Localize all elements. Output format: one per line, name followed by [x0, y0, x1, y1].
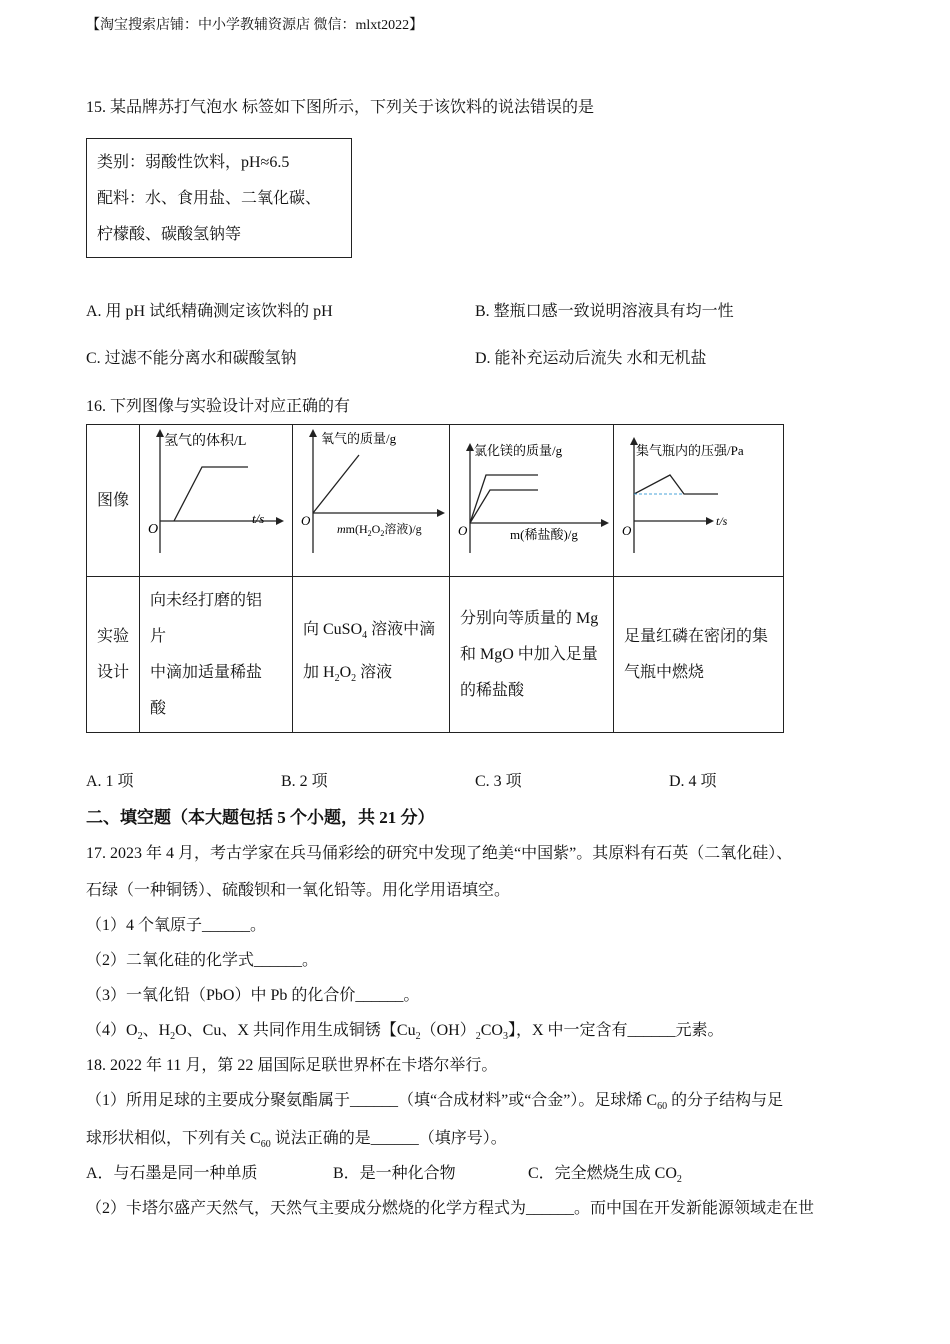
q18-line-1: 18. 2022 年 11 月，第 22 届国际足联世界杯在卡塔尔举行。 [86, 1057, 498, 1074]
q18-sub-1-line-1: （1）所用足球的主要成分聚氨酯属于______（填“合成材料”或“合金”）。足球烯 $C_{60}$ 的分子结构与足 [86, 1092, 784, 1113]
g4-ylabel: 集气瓶内的压强/Pa [636, 443, 744, 458]
graph-1-cell [140, 425, 293, 577]
design-2: 向 CuSO$_4$ 溶液中滴 加 $H_2O_2$ 溶液 [293, 577, 450, 733]
g2-ylabel: 氧气的质量/g [321, 431, 397, 446]
q17-sub-3: （3）一氧化铅（PbO）中 Pb 的化合价______。 [86, 987, 420, 1004]
graph-2-cell [293, 425, 450, 577]
q15-stem: 15. 某品牌苏打气泡水 标签如下图所示，下列关于该饮料的说法错误的是 [86, 99, 595, 116]
row-header-graph: 图像 [87, 425, 140, 577]
label-line-2: 配料：水、食用盐、二氧化碳、 [97, 190, 322, 207]
g1-origin: O [148, 522, 159, 537]
q18-sub-1-line-2: 球形状相似，下列有关 $C_{60}$ 说法正确的是______（填序号）。 [86, 1130, 507, 1151]
label-line-1: 类别：弱酸性饮料，pH≈6.5 [97, 154, 290, 171]
q17-line-1: 17. 2023 年 4 月，考古学家在兵马俑彩绘的研究中发现了绝美“中国紫”。其原料有石英（二氧化硅）、 [86, 845, 793, 862]
q18-sub-2: （2）卡塔尔盛产天然气，天然气主要成分燃烧的化学方程式为______。而中国在开发新能源领域走在世 [86, 1200, 815, 1217]
design-1: 向未经打磨的铝 片 中滴加适量稀盐 酸 [140, 577, 293, 733]
q18-option-b: B．是一种化合物 [333, 1165, 456, 1182]
q16-option-d: D. 4 项 [669, 773, 717, 790]
row-header-design: 实验 设计 [87, 577, 140, 733]
graph-3 [450, 425, 613, 571]
design-3: 分别向等质量的 Mg 和 MgO 中加入足量 的稀盐酸 [450, 577, 614, 733]
graph-4-cell [614, 425, 784, 577]
q16-option-c: C. 3 项 [475, 773, 522, 790]
g2-xlabel: $mm(H_2O_2$溶液)/g [337, 522, 422, 538]
q17-sub-4: $(4)O_2$、$H_2O$、Cu、X 共同作用生成铜锈【$Cu_2(OH)_2CO_3$】，X 中一定含有______元素。 [86, 1022, 724, 1043]
q17-line-2: 石绿（一种铜锈）、硫酸钡和一氧化铅等。用化学用语填空。 [86, 882, 511, 899]
graph-4 [614, 425, 783, 571]
g2-origin: O [301, 513, 311, 528]
q15-option-d: D. 能补充运动后流失 水和无机盐 [475, 350, 707, 367]
g4-origin: O [622, 523, 632, 538]
q15-option-b: B. 整瓶口感一致说明溶液具有均一性 [475, 303, 734, 320]
label-line-3: 柠檬酸、碳酸氢钠等 [97, 226, 242, 243]
design-4: 足量红磷在密闭的集 气瓶中燃烧 [614, 577, 784, 733]
q15-option-c: C. 过滤不能分离水和碳酸氢钠 [86, 350, 297, 367]
g3-ylabel: 氯化镁的质量/g [474, 443, 563, 458]
graph-2 [293, 425, 449, 571]
graph-3-cell [450, 425, 614, 577]
section-2-title: 二、填空题（本大题包括 5 个小题，共 21 分） [86, 808, 435, 827]
q18-option-c: C．完全燃烧生成 $CO_2$ [528, 1165, 682, 1186]
page-header: 【淘宝搜索店铺：中小学教辅资源店 微信：mlxt2022】 [86, 18, 424, 33]
q16-table [86, 424, 784, 733]
q16-stem: 16. 下列图像与实验设计对应正确的有 [86, 398, 351, 415]
q16-option-b: B. 2 项 [281, 773, 328, 790]
g4-xlabel: t/s [716, 514, 728, 528]
q17-sub-1: （1）4 个氧原子______。 [86, 917, 267, 934]
q17-sub-2: （2）二氧化硅的化学式______。 [86, 952, 319, 969]
g3-origin: O [458, 523, 468, 538]
q15-option-a: A. 用 pH 试纸精确测定该饮料的 pH [86, 303, 333, 320]
g1-ylabel: 氢气的体积/L [164, 434, 247, 449]
graph-1 [140, 425, 292, 571]
q16-option-a: A. 1 项 [86, 773, 134, 790]
g3-xlabel: m(稀盐酸)/g [510, 527, 578, 542]
q18-option-a: A．与石墨是同一种单质 [86, 1165, 258, 1182]
g1-xlabel: t/s [252, 511, 265, 526]
q15-label-box [86, 138, 352, 258]
